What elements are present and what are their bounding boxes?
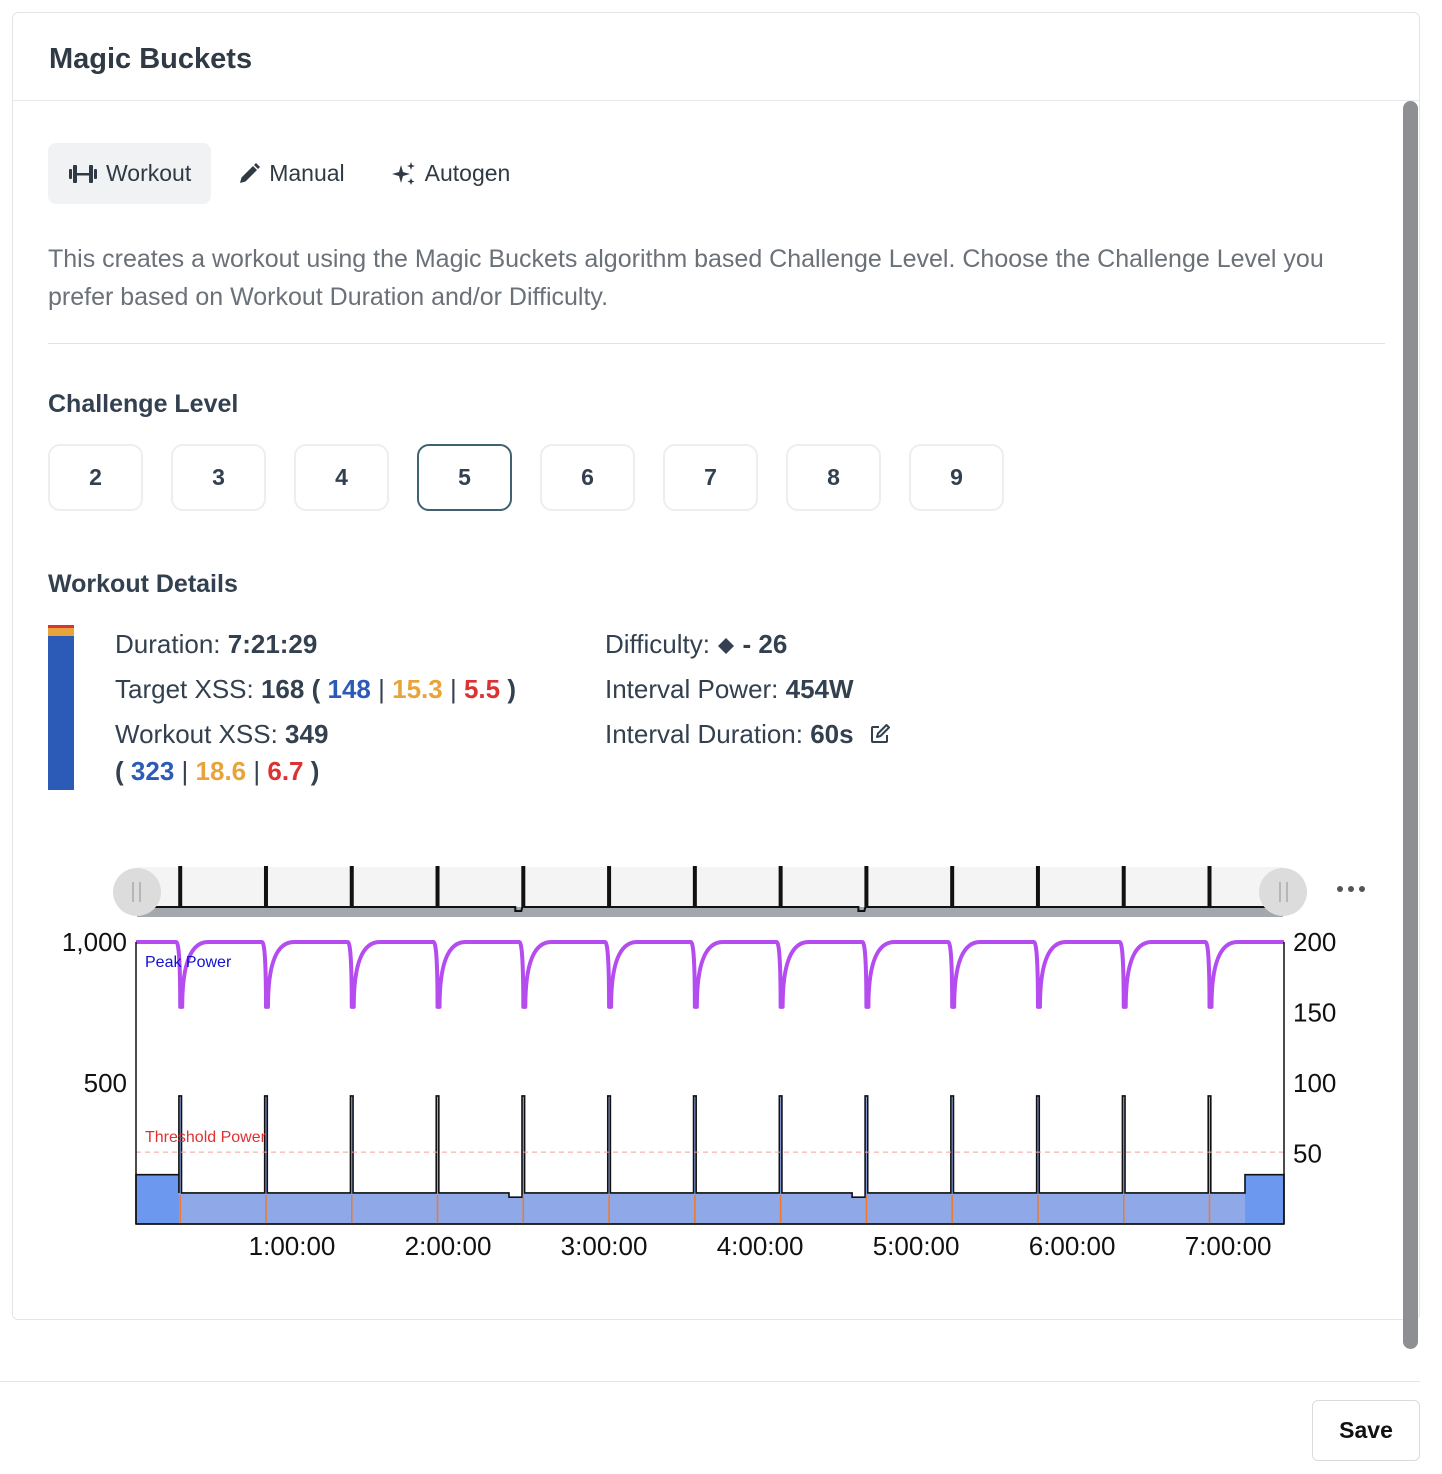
target-xss-row	[115, 670, 516, 715]
navigator-left-handle[interactable]	[113, 868, 161, 916]
duration-row	[115, 625, 516, 670]
y-right-tick-label: 200	[1293, 927, 1337, 957]
section-divider	[48, 343, 1385, 344]
level-button-6[interactable]: 6	[540, 444, 635, 511]
left-axis-ticks	[62, 927, 127, 1098]
level-button-4[interactable]: 4	[294, 444, 389, 511]
cooldown-block	[1245, 1175, 1284, 1224]
target-xss-peak: 5.5	[463, 674, 501, 704]
workout-xss-high: 18.6	[195, 756, 247, 786]
peak-power-label: Peak Power	[145, 954, 232, 971]
details-left-column	[115, 625, 516, 797]
target-xss-low: 148	[327, 674, 371, 704]
workout-xss-peak: 6.7	[267, 756, 304, 786]
interval-power-value: 454W	[785, 674, 854, 704]
dumbbell-icon	[68, 163, 98, 185]
xss-bar-high	[48, 628, 74, 636]
paren-close: )	[507, 674, 517, 704]
x-tick-label: 4:00:00	[716, 1231, 804, 1261]
workout-xss-low: 323	[130, 756, 175, 786]
tab-autogen-label: Autogen	[424, 160, 511, 186]
interval-power-row	[605, 670, 891, 715]
level-button-7[interactable]: 7	[663, 444, 758, 511]
level-button-8[interactable]: 8	[786, 444, 881, 511]
challenge-level-picker	[48, 444, 1004, 511]
level-button-9[interactable]: 9	[909, 444, 1004, 511]
navigator-baseline	[137, 907, 1283, 917]
duration-label: Duration:	[115, 629, 221, 659]
peak-power-line	[136, 942, 1284, 1007]
more-horizontal-icon[interactable]	[1337, 886, 1365, 892]
separator: |	[181, 756, 189, 786]
chart-navigator[interactable]	[113, 867, 1307, 917]
workout-details-title: Workout Details	[48, 570, 238, 598]
panel-title: Magic Buckets	[49, 43, 253, 75]
interval-power-label: Interval Power:	[605, 674, 779, 704]
workout-xss-breakdown-row	[115, 752, 516, 797]
navigator-right-handle[interactable]	[1259, 868, 1307, 916]
x-tick-label: 1:00:00	[248, 1231, 336, 1261]
tab-workout[interactable]	[48, 143, 211, 204]
warmup-block	[136, 1175, 179, 1224]
tab-manual[interactable]	[217, 143, 364, 204]
x-axis-ticks	[249, 1231, 1272, 1261]
target-xss-value: 168	[260, 674, 305, 704]
level-button-2[interactable]: 2	[48, 444, 143, 511]
difficulty-dash: -	[742, 629, 752, 659]
save-button[interactable]: Save	[1312, 1400, 1420, 1461]
workout-xss-label: Workout XSS:	[115, 719, 278, 749]
edit-icon[interactable]	[869, 723, 891, 745]
y-left-tick-label: 500	[83, 1068, 127, 1098]
workout-power-chart	[0, 850, 1442, 1290]
y-right-tick-label: 50	[1293, 1138, 1322, 1169]
x-tick-label: 5:00:00	[872, 1231, 960, 1261]
power-area	[136, 1096, 1284, 1224]
separator: |	[253, 756, 261, 786]
pencil-icon	[237, 162, 261, 186]
paren-close: )	[310, 756, 320, 786]
separator: |	[449, 674, 457, 704]
diamond-icon	[717, 637, 735, 655]
paren-open: (	[115, 756, 124, 786]
tab-workout-label: Workout	[106, 160, 192, 186]
challenge-level-title: Challenge Level	[48, 390, 239, 418]
y-right-tick-label: 150	[1293, 997, 1337, 1028]
x-tick-label: 2:00:00	[404, 1231, 492, 1261]
interval-duration-value: 60s	[810, 719, 854, 749]
y-right-tick-label: 100	[1293, 1068, 1337, 1098]
right-axis-ticks	[1293, 927, 1336, 1169]
workout-xss-value: 349	[285, 719, 329, 749]
target-xss-high: 15.3	[392, 674, 443, 704]
xss-stacked-bar	[48, 625, 74, 790]
difficulty-value: 26	[758, 629, 788, 659]
difficulty-label: Difficulty:	[605, 629, 710, 659]
x-tick-label: 7:00:00	[1184, 1231, 1272, 1261]
interval-duration-row	[605, 715, 891, 760]
xss-bar-low	[48, 636, 74, 790]
paren-open: (	[311, 674, 321, 704]
details-right-column	[605, 625, 891, 760]
x-tick-label: 6:00:00	[1028, 1231, 1116, 1261]
threshold-power-label: Threshold Power	[145, 1129, 266, 1146]
xss-bar-peak	[48, 625, 74, 628]
separator: |	[378, 674, 385, 704]
target-xss-label: Target XSS:	[115, 674, 254, 704]
tab-manual-label: Manual	[269, 160, 345, 186]
level-button-5[interactable]: 5	[417, 444, 512, 511]
footer-divider	[0, 1381, 1420, 1382]
duration-value: 7:21:29	[227, 629, 318, 659]
y-left-tick-label: 1,000	[61, 927, 127, 957]
interval-duration-label: Interval Duration:	[605, 719, 803, 749]
difficulty-row	[605, 625, 891, 670]
sparkles-icon	[391, 161, 417, 187]
mode-tabs	[48, 143, 530, 204]
level-button-3[interactable]: 3	[171, 444, 266, 511]
panel-header	[13, 13, 1419, 101]
x-tick-label: 3:00:00	[560, 1231, 648, 1261]
description-text: This creates a workout using the Magic Buckets algorithm based Challenge Level. Choose the Challenge Level you prefer based on Workout Duration and/or Difficulty.	[48, 245, 1324, 311]
plot-area	[136, 942, 1284, 1224]
tab-autogen[interactable]	[371, 143, 531, 204]
